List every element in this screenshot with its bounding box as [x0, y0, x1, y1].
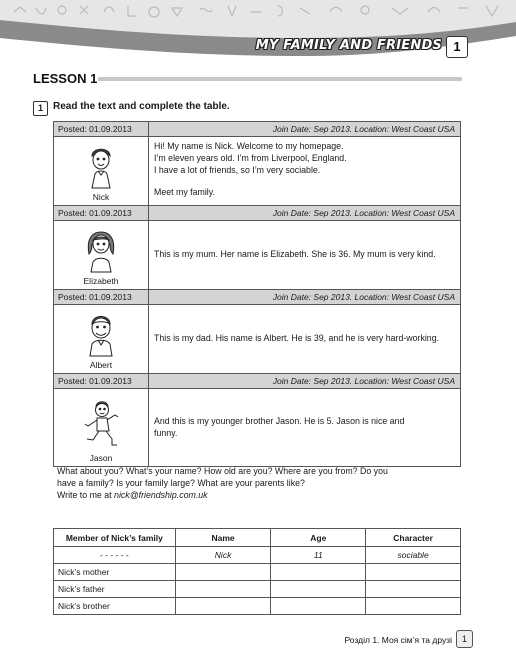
- answer-cell[interactable]: [366, 581, 461, 598]
- prompt-line: have a family? Is your family large? What are your parents like?: [57, 477, 305, 488]
- table-header: Name: [175, 529, 271, 547]
- answer-cell[interactable]: [366, 598, 461, 615]
- post-join-info: Join Date: Sep 2013. Location: West Coast USA: [272, 124, 455, 134]
- table-row: [54, 581, 461, 598]
- post-date: Posted: 01.09.2013: [54, 206, 149, 220]
- table-row: [54, 547, 461, 564]
- table-row: [54, 598, 461, 615]
- post-body: [54, 221, 460, 290]
- post-line: I’m eleven years old. I’m from Liverpool, England.: [154, 152, 347, 163]
- blog-posts: [53, 121, 461, 467]
- task-number-badge: 1: [33, 101, 48, 116]
- avatar-name: Albert: [89, 360, 113, 370]
- post-header: [54, 122, 460, 137]
- answer-cell[interactable]: [175, 581, 271, 598]
- table-header: Member of Nick’s family: [54, 529, 176, 547]
- unit-title: MY FAMILY AND FRIENDS: [255, 38, 442, 53]
- post-line: I have a lot of friends, so I’m very sociable.: [154, 164, 321, 175]
- table-cell: Nick’s father: [54, 581, 176, 598]
- table-cell: sociable: [366, 547, 461, 564]
- table-cell: Nick’s mother: [54, 564, 176, 581]
- post-join-info: Join Date: Sep 2013. Location: West Coast USA: [272, 376, 455, 386]
- table-header: Age: [271, 529, 366, 547]
- table-row: [54, 564, 461, 581]
- lesson-heading: LESSON 1: [33, 71, 98, 86]
- avatar-cell: [54, 305, 149, 373]
- answer-cell[interactable]: [271, 598, 366, 615]
- table-cell: 11: [271, 547, 366, 564]
- post-body: [54, 137, 460, 206]
- post-line: This is my mum. Her name is Elizabeth. She is 36. My mum is very kind.: [154, 249, 436, 260]
- table-cell: Nick’s brother: [54, 598, 176, 615]
- post-text: [149, 137, 460, 205]
- avatar-name: Elizabeth: [83, 276, 119, 286]
- answer-cell[interactable]: [271, 564, 366, 581]
- post-header: [54, 290, 460, 305]
- avatar-name: Jason: [89, 453, 113, 463]
- post-header: [54, 374, 460, 389]
- avatar-name: Nick: [92, 192, 110, 202]
- post-line: funny.: [154, 427, 178, 438]
- post-line: Meet my family.: [154, 187, 215, 198]
- woman-avatar-icon: [84, 228, 118, 274]
- page-number: 1: [456, 630, 473, 648]
- post-body: [54, 389, 460, 466]
- table-cell: Nick: [175, 547, 271, 564]
- lesson-rule: [98, 77, 462, 81]
- post-date: Posted: 01.09.2013: [54, 290, 149, 304]
- avatar-cell: [54, 389, 149, 466]
- answer-cell[interactable]: [366, 564, 461, 581]
- post-join-info: Join Date: Sep 2013. Location: West Coast USA: [272, 208, 455, 218]
- post-date: Posted: 01.09.2013: [54, 122, 149, 136]
- post-line: This is my dad. His name is Albert. He is 39, and he is very hard-working.: [154, 333, 440, 344]
- man-avatar-icon: [84, 312, 118, 358]
- email-address: nick@friendship.com.uk: [114, 489, 208, 500]
- family-table: [53, 528, 461, 615]
- running-boy-icon: [80, 399, 122, 451]
- post-text: [149, 221, 460, 289]
- post-body: [54, 305, 460, 374]
- table-header-row: [54, 529, 461, 547]
- table-cell: - - - - - -: [54, 547, 176, 564]
- task-instruction: Read the text and complete the table.: [53, 101, 230, 112]
- avatar-cell: [54, 137, 149, 205]
- post-text: [149, 389, 460, 466]
- boy-avatar-icon: [85, 144, 117, 190]
- writing-prompt: [57, 466, 462, 501]
- prompt-line: [57, 490, 462, 502]
- prompt-prefix: Write to me at: [57, 489, 115, 500]
- footer-chapter-title: Розділ 1. Моя сім’я та друзі: [344, 635, 452, 645]
- post-join-info: Join Date: Sep 2013. Location: West Coast USA: [272, 292, 455, 302]
- post-line: And this is my younger brother Jason. He is 5. Jason is nice and: [154, 415, 405, 426]
- post-text: [149, 305, 460, 373]
- table-header: Character: [366, 529, 461, 547]
- answer-cell[interactable]: [175, 564, 271, 581]
- post-line: Hi! My name is Nick. Welcome to my homepage.: [154, 141, 344, 151]
- prompt-line: What about you? What’s your name? How old are you? Where are you from? Do you: [57, 466, 388, 476]
- avatar-cell: [54, 221, 149, 289]
- answer-cell[interactable]: [271, 581, 366, 598]
- answer-cell[interactable]: [175, 598, 271, 615]
- post-date: Posted: 01.09.2013: [54, 374, 149, 388]
- unit-number-badge: 1: [446, 36, 468, 58]
- post-header: [54, 206, 460, 221]
